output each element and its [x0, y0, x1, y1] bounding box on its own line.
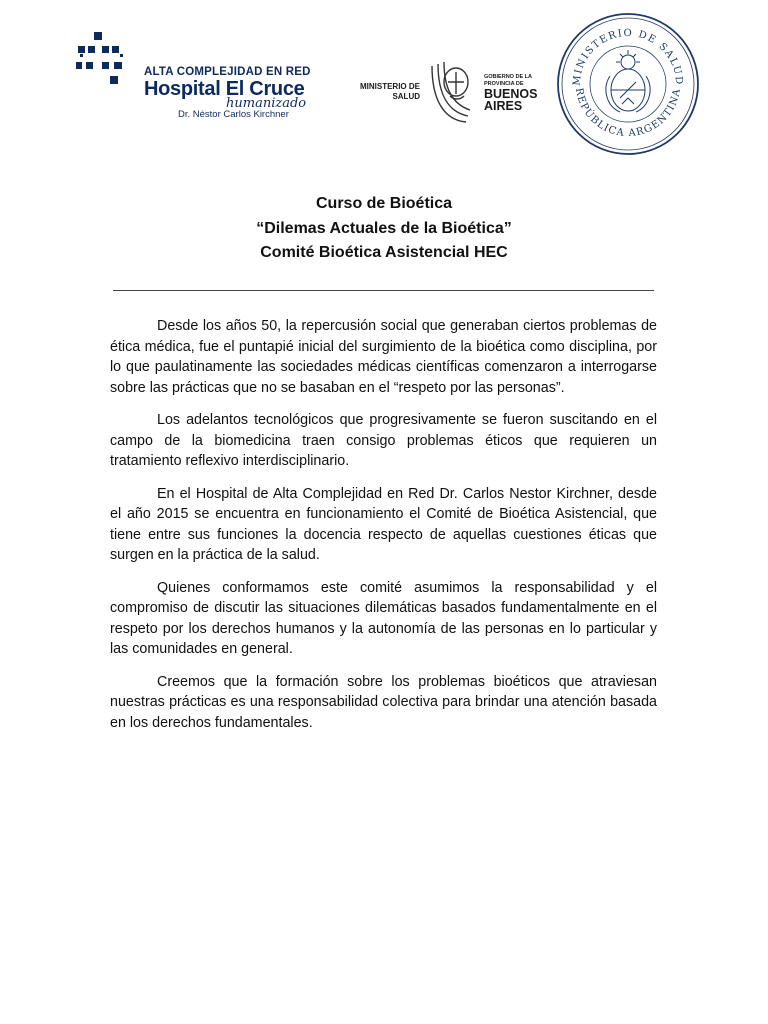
hospital-logo: [74, 32, 324, 122]
svg-text:REPÚBLICA ARGENTINA: [573, 87, 683, 139]
course-title: Curso de Bioética: [315, 195, 453, 212]
hospital-pictogram-icon: [74, 32, 130, 92]
svg-text:MINISTERIO DE SALUD: [572, 28, 684, 86]
paragraph-1: Desde los años 50, la repercusión social que generaban ciertos problemas de ética médica, fue el puntapié inicial del surgimiento de la bioética como disciplina, por lo que paulatinamente las sociedades médicas científicas comenzaron a interrogarse sobre las prácticas que no se basaban en el “respeto por las personas”.: [110, 318, 657, 396]
gov-big-line2: AIRES: [484, 99, 523, 113]
course-subtitle: “Dilemas Actuales de la Bioética”: [256, 219, 512, 237]
seal-bottom-text: REPÚBLICA ARGENTINA: [573, 87, 683, 140]
ministry-text: [358, 82, 420, 102]
document-body: [110, 316, 657, 745]
ministry-line2: SALUD: [392, 92, 420, 101]
ministry-seal-icon: [554, 10, 702, 158]
hospital-name: Hospital El Cruce: [144, 78, 305, 100]
hospital-doctor-name: Dr. Néstor Carlos Kirchner: [178, 109, 289, 120]
paragraph-3: En el Hospital de Alta Complejidad en Red Dr. Carlos Nestor Kirchner, desde el año 2015 se encuentra en funcionamiento el Comité de Bioética Asistencial, que tiene entre sus funciones la docencia respecto de aquellas cuestiones éticas que surgen en la práctica de la salud.: [110, 485, 657, 563]
hospital-subtitle: ALTA COMPLEJIDAD EN RED: [144, 66, 311, 78]
gov-big-text: [484, 88, 554, 112]
letterhead: [0, 0, 768, 160]
province-shield-icon: [426, 60, 478, 126]
ministry-logo: [358, 60, 538, 130]
seal-top-text: MINISTERIO DE SALUD: [571, 27, 685, 87]
gov-small-line1: GOBIERNO DE LA: [484, 74, 532, 80]
hospital-tagline: humanizado: [226, 96, 307, 111]
paragraph-2: Los adelantos tecnológicos que progresivamente se fueron suscitando en el campo de la biomedicina traen consigo problemas éticos que requieren un tratamiento reflexivo interdisciplinario.: [110, 412, 657, 469]
paragraph-5: Creemos que la formación sobre los problemas bioéticos que atraviesan nuestras prácticas es una responsabilidad colectiva para brindar una atención basada en los derechos fundamentales.: [110, 673, 657, 731]
gov-small-text: [484, 74, 544, 88]
gov-small-line2: PROVINCIA DE: [484, 81, 524, 87]
committee-title: Comité Bioética Asistencial HEC: [260, 244, 508, 261]
paragraph-4: Quienes conformamos este comité asumimos la responsabilidad y el compromiso de discutir las situaciones dilemáticas basados fundamentalmente en el respeto por los derechos humanos y la autonomía de las personas en lo particular y las comunidades en general.: [110, 579, 657, 657]
title-divider: [113, 290, 654, 291]
document-title-block: [0, 192, 768, 266]
ministry-line1: MINISTERIO DE: [359, 82, 420, 91]
gov-big-line1: BUENOS: [484, 87, 538, 101]
